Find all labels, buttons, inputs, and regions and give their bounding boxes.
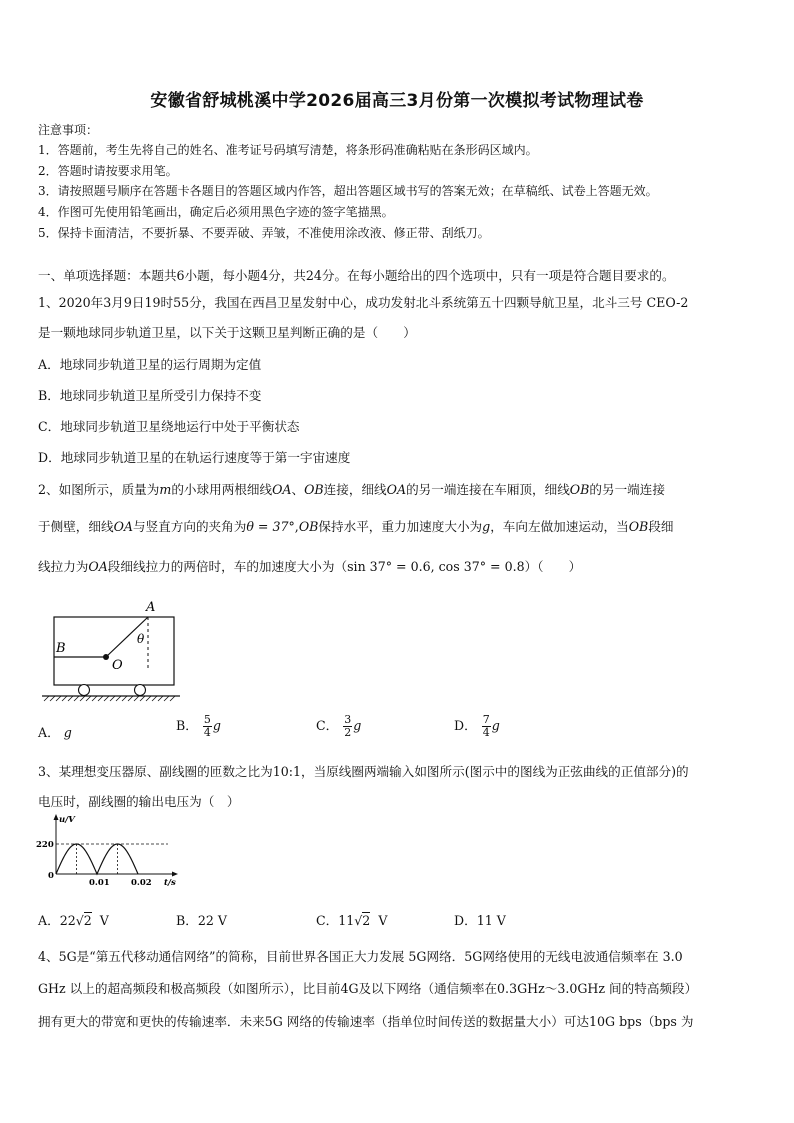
voltage-curve [56,844,138,874]
q3-option-d: D．11 V [454,913,506,928]
label-a: A [146,600,156,615]
cart-body [54,617,174,685]
sqrt-icon: √ [354,913,363,928]
question-4-line: 拥有更大的带宽和更快的传输速率．未来5G 网络的传输速率（指单位时间传送的数据量大小）可达10G bps（bps 为 [38,1014,694,1029]
q3-option-b: B．22 V [176,913,227,928]
section-heading: 一、单项选择题：本题共6小题，每小题4分，共24分。在每小题给出的四个选项中，只有一项是符合题目要求的。 [38,268,675,283]
x-tick-label: 0.02 [131,878,152,888]
q2-option-c: C． $\frac{3}{2}$ g [316,713,362,739]
ground-hatching [44,696,175,701]
q3-option-c: C．11√2 V [316,913,388,928]
y-tick-label: 220 [36,840,54,850]
origin-label: 0 [48,871,54,881]
question-2-line: 2、如图所示，质量为m的小球用两根细线OA、OB连接，细线OA的另一端连接在车厢顶，细线OB的另一端连接 [38,482,665,497]
ball [103,654,109,660]
q1-option-c: C．地球同步轨道卫星绕地运行中处于平衡状态 [38,419,300,434]
fraction: $\frac{5}{4}$ [203,713,211,739]
y-axis-label: u/V [59,815,75,825]
label-b: B [56,641,66,656]
x-tick-label: 0.01 [89,878,110,888]
y-axis-arrow [54,814,59,820]
notice-item: 2．答题时请按要求用笔。 [38,164,178,178]
question-4-line: 4、5G是“第五代移动通信网络”的简称，目前世界各国正大力发展 5G网络．5G网络使用的无线电波通信频率在 3.0 [38,949,683,964]
q2-option-b: B． $\frac{5}{4}$ g [176,713,221,739]
sqrt-icon: √ [75,913,84,928]
q3-voltage-chart [34,810,184,890]
q2-cart-figure [40,595,190,707]
fraction: $\frac{3}{2}$ [344,713,352,739]
q1-option-d: D．地球同步轨道卫星的在轨运行速度等于第一宇宙速度 [38,450,351,465]
q1-option-a: A．地球同步轨道卫星的运行周期为定值 [38,357,262,372]
question-3-line: 电压时，副线圈的输出电压为（ ） [38,794,240,809]
notice-item: 1．答题前，考生先将自己的姓名、准考证号码填写清楚，将条形码准确粘贴在条形码区域内。 [38,143,538,157]
label-o: O [112,658,123,673]
fraction: $\frac{7}{4}$ [482,713,490,739]
question-4-line: GHz 以上的超高频段和极高频段（如图所示），比目前4G及以下网络（通信频率在0.3GHz～3.0GHz 间的特高频段） [38,981,698,996]
notice-heading: 注意事项： [38,123,99,137]
q1-option-b: B．地球同步轨道卫星所受引力保持不变 [38,388,262,403]
q2-option-a: A． g [38,725,72,740]
x-axis-arrow [172,872,178,877]
label-theta: θ [137,632,145,646]
wheel-left [79,685,90,696]
q3-option-a: A．22√2 V [38,913,109,928]
curve-group [56,844,168,874]
notice-item: 3．请按照题号顺序在答题卡各题目的答题区域内作答，超出答题区域书写的答案无效；在草稿纸、试卷上答题无效。 [38,184,658,198]
question-2-line: 于侧壁，细线OA与竖直方向的夹角为θ = 37°,OB保持水平，重力加速度大小为g，车向左做加速运动，当OB段细 [38,519,674,534]
wheel-right [135,685,146,696]
q2-option-d: D． $\frac{7}{4}$ g [454,713,500,739]
notice-item: 4．作图可先使用铅笔画出，确定后必须用黑色字迹的签字笔描黑。 [38,205,394,219]
question-1-line: 1、2020年3月9日19时55分，我国在西昌卫星发射中心，成功发射北斗系统第五十四颗导航卫星，北斗三号 CEO-2 [38,295,689,310]
x-axis-label: t/s [164,878,176,888]
notice-item: 5．保持卡面清洁，不要折暴、不要弄破、弄皱，不准使用涂改液、修正带、刮纸刀。 [38,226,490,240]
question-1-line: 是一颗地球同步轨道卫星，以下关于这颗卫星判断正确的是（ ） [38,325,416,340]
page-title: 安徽省舒城桃溪中学2026届高三3月份第一次模拟考试物理试卷 [150,91,644,111]
question-3-line: 3、某理想变压器原、副线圈的匝数之比为10:1，当原线圈两端输入如图所示(图示中的图线为正弦曲线的正值部分)的 [38,764,689,779]
question-2-line: 线拉力为OA段细线拉力的两倍时，车的加速度大小为（sin 37° = 0.6, cos 37° = 0.8）（ ） [38,559,582,574]
